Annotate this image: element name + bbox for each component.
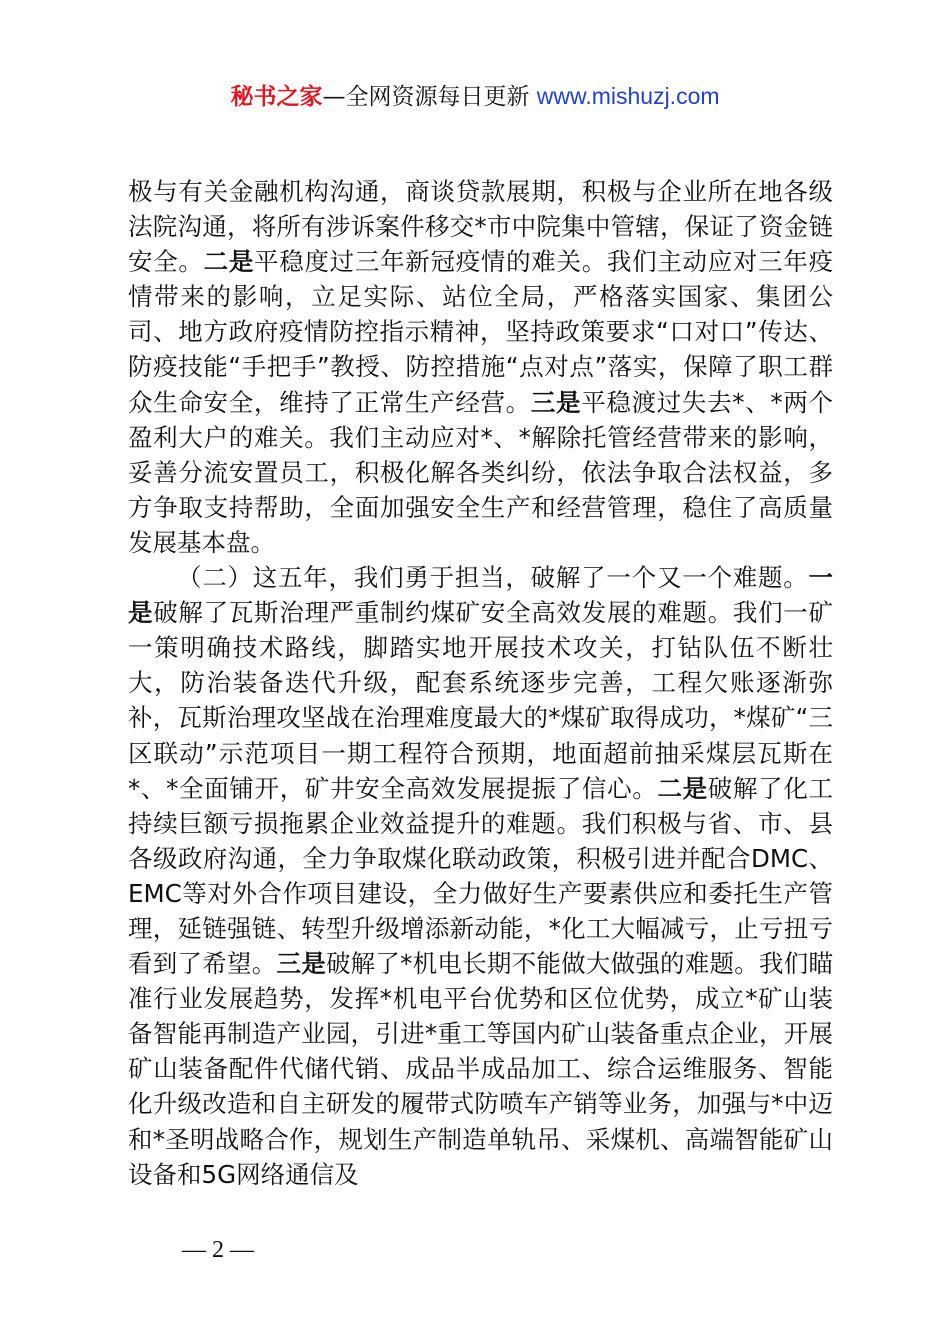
paragraph-1 [128, 174, 833, 560]
text-segment: 破解了*机电长期不能做大做强的难题。我们瞄准行业发展趋势，发挥*机电平台优势和区位优势，成立*矿山装备智能再制造产业园，引进*重工等国内矿山装备重点企业，开展矿山装备配件代储代销、成品半成品加工、综合运维服务、智能化升级改造和自主研发的履带式防喷车产销等业务，加强与*中迈和*圣明战略合作，规划生产制造单轨吊、采煤机、高端智能矿山设备和5G网络通信及 [128, 949, 834, 1189]
text-segment: （二）这五年，我们勇于担当，破解了一个又一个难题。 [177, 563, 809, 593]
bold-marker: 一是 [128, 563, 833, 628]
site-url-link[interactable]: www.mishuzj.com [536, 83, 720, 109]
document-body [128, 174, 833, 1192]
site-header [0, 80, 950, 113]
page-number: — 2 — [182, 1237, 254, 1263]
header-tagline: —全网资源每日更新 [322, 84, 537, 110]
bold-marker: 三是 [530, 387, 582, 417]
brand-name: 秘书之家 [230, 84, 323, 110]
text-segment: 破解了化工持续巨额亏损拖累企业效益提升的难题。我们积极与省、市、县各级政府沟通，全力争取煤化联动政策，积极引进并配合DMC、EMC等对外合作项目建设，全力做好生产要素供应和委托生产管理，延链强链、转型升级增添新动能，*化工大幅减亏，止亏扭亏看到了希望。 [128, 773, 834, 979]
text-segment: 极与有关金融机构沟通，商谈贷款展期，积极与企业所在地各级法院沟通，将所有涉诉案件移交*市中院集中管辖，保证了资金链安全。 [128, 177, 833, 277]
bold-marker: 二是 [203, 247, 255, 277]
text-segment: 破解了瓦斯治理严重制约煤矿安全高效发展的难题。我们一矿一策明确技术路线，脚踏实地开展技术攻关，打钻队伍不断壮大，防治装备迭代升级，配套系统逐步完善，工程欠账逐渐弥补，瓦斯治理攻坚战在治理难度最大的*煤矿取得成功，*煤矿“三区联动”示范项目一期工程符合预期，地面超前抽采煤层瓦斯在*、*全面铺开，矿井安全高效发展提振了信心。 [128, 598, 834, 803]
bold-marker: 三是 [276, 949, 326, 979]
bold-marker: 二是 [657, 773, 708, 803]
text-segment: 平稳度过三年新冠疫情的难关。我们主动应对三年疫情带来的影响，立足实际、站位全局，严格落实国家、集团公司、地方政府疫情防控指示精神，坚持政策要求“口对口”传达、防疫技能“手把手”教授、防控措施“点对点”落实，保障了职工群众生命安全，维持了正常生产经营。 [128, 247, 834, 417]
text-segment: 平稳渡过失去*、*两个盈利大户的难关。我们主动应对*、*解除托管经营带来的影响，妥善分流安置员工，积极化解各类纠纷，依法争取合法权益，多方争取支持帮助，全面加强安全生产和经营管理，稳住了高质量发展基本盘。 [128, 387, 834, 557]
paragraph-2 [128, 560, 833, 1192]
